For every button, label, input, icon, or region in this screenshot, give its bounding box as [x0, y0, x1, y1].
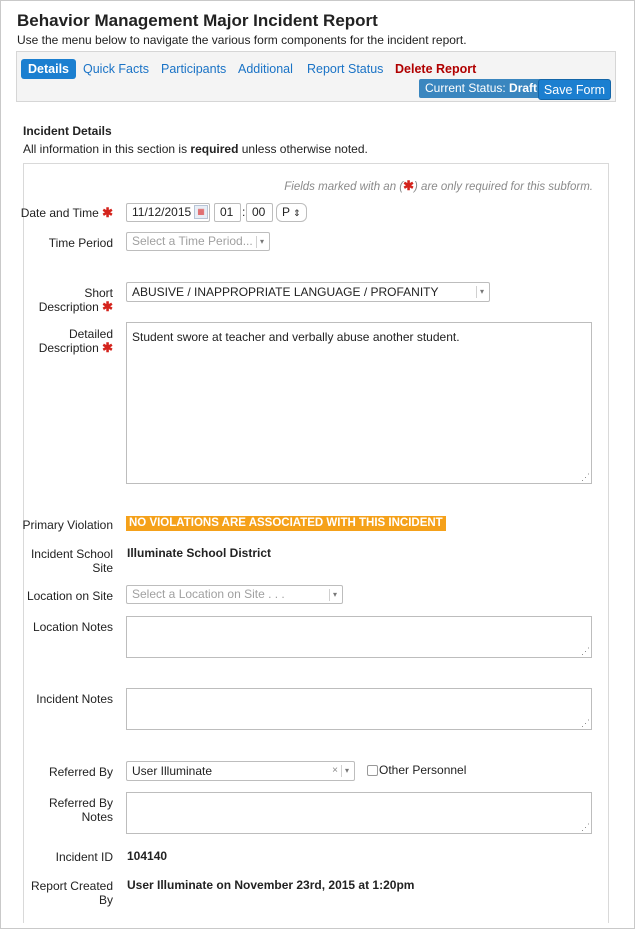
short-desc-label-2: Description: [38, 300, 99, 314]
clear-icon[interactable]: ×: [332, 765, 338, 776]
referred-notes-label-1: Referred By: [48, 796, 113, 810]
resize-grip-icon[interactable]: ⋰: [581, 718, 590, 728]
status-prefix: Current Status:: [425, 81, 506, 95]
created-by-label-2: By: [98, 893, 113, 907]
primary-violation-label: Primary Violation: [22, 518, 113, 532]
created-by-label: [31, 879, 113, 907]
section-sub-before: All information in this section is: [23, 142, 191, 156]
section-sub-after: unless otherwise noted.: [238, 142, 368, 156]
location-select[interactable]: [126, 585, 343, 604]
incident-notes-textarea[interactable]: [126, 688, 592, 730]
location-placeholder: Select a Location on Site . . .: [132, 587, 285, 601]
time-period-placeholder: Select a Time Period...: [132, 234, 253, 248]
required-star-icon: ✱: [102, 299, 113, 314]
status-value: Draft: [509, 81, 538, 95]
page-title: Behavior Management Major Incident Report: [17, 11, 378, 30]
created-by-value: User Illuminate on November 23rd, 2015 at 1:20pm: [127, 878, 415, 892]
referred-notes-label-2: Notes: [81, 810, 113, 824]
time-period-select[interactable]: [126, 232, 270, 251]
school-site-label-2: Site: [92, 561, 113, 575]
date-time-label-text: Date and Time: [20, 206, 99, 220]
resize-grip-icon[interactable]: ⋰: [581, 472, 590, 482]
page-subtitle: Use the menu below to navigate the various form components for the incident report.: [17, 33, 467, 47]
updown-icon: ⇕: [293, 208, 301, 218]
detailed-description-label: [39, 327, 113, 355]
detailed-description-value: Student swore at teacher and verbally abuse another student.: [132, 330, 460, 344]
minute-value: 00: [252, 205, 266, 219]
tab-additional[interactable]: Additional: [238, 62, 293, 76]
short-description-value: ABUSIVE / INAPPROPRIATE LANGUAGE / PROFANITY: [132, 285, 439, 299]
resize-grip-icon[interactable]: ⋰: [581, 822, 590, 832]
detailed-desc-label-1: Detailed: [68, 327, 113, 341]
detailed-description-textarea[interactable]: [126, 322, 592, 484]
ampm-select[interactable]: [276, 203, 307, 222]
form-nav-bar: [16, 51, 616, 102]
short-desc-label-1: Short: [84, 286, 113, 300]
location-notes-label: Location Notes: [32, 620, 113, 634]
tab-quick-facts[interactable]: Quick Facts: [83, 62, 149, 76]
save-form-button[interactable]: Save Form: [538, 79, 611, 100]
chevron-down-icon: ▾: [341, 765, 352, 777]
other-personnel-label: Other Personnel: [379, 763, 467, 777]
referred-by-select[interactable]: [126, 761, 355, 781]
note-after: ) are only required for this subform.: [414, 181, 593, 193]
violation-badge: NO VIOLATIONS ARE ASSOCIATED WITH THIS INCIDENT: [126, 516, 446, 531]
date-value: 11/12/2015: [132, 205, 192, 219]
tab-report-status[interactable]: Report Status: [307, 62, 384, 76]
calendar-icon[interactable]: ▦: [194, 205, 208, 219]
referred-by-value: User Illuminate: [132, 764, 213, 778]
ampm-value: P: [282, 205, 290, 219]
location-label: Location on Site: [26, 589, 113, 603]
tab-details[interactable]: Details: [21, 59, 76, 79]
referred-notes-label: [49, 796, 113, 824]
school-site-label-1: Incident School: [30, 547, 113, 561]
hour-value: 01: [220, 205, 234, 219]
tab-participants[interactable]: Participants: [161, 62, 227, 76]
tab-delete-report[interactable]: Delete Report: [395, 62, 477, 76]
status-badge: [419, 79, 543, 98]
hour-input[interactable]: [214, 203, 241, 222]
school-site-value: Illuminate School District: [127, 546, 272, 560]
chevron-down-icon: ▾: [256, 236, 267, 248]
date-time-label: [21, 206, 113, 220]
detailed-desc-label-2: Description: [38, 341, 99, 355]
school-site-label: [31, 547, 113, 575]
location-notes-textarea[interactable]: [126, 616, 592, 658]
note-before: Fields marked with an (: [284, 181, 404, 193]
section-sub-bold: required: [190, 142, 239, 156]
referred-notes-textarea[interactable]: [126, 792, 592, 834]
incident-id-value: 104140: [127, 849, 168, 863]
referred-by-label: Referred By: [48, 765, 113, 779]
time-colon: :: [242, 205, 246, 219]
incident-id-label: Incident ID: [55, 850, 113, 864]
chevron-down-icon: ▾: [329, 589, 340, 601]
incident-notes-label: Incident Notes: [36, 692, 113, 706]
chevron-down-icon: ▾: [476, 286, 487, 298]
required-note: [284, 178, 593, 194]
section-subtitle: [23, 142, 368, 156]
required-star-icon: ✱: [403, 178, 415, 193]
short-description-select[interactable]: [126, 282, 490, 302]
created-by-label-1: Report Created: [30, 879, 113, 893]
required-star-icon: ✱: [102, 340, 113, 355]
minute-input[interactable]: [246, 203, 273, 222]
required-star-icon: ✱: [102, 205, 113, 220]
section-title: Incident Details: [23, 124, 112, 138]
short-description-label: [39, 286, 113, 314]
time-period-label: Time Period: [48, 236, 113, 250]
other-personnel-checkbox[interactable]: [367, 765, 378, 776]
resize-grip-icon[interactable]: ⋰: [581, 646, 590, 656]
